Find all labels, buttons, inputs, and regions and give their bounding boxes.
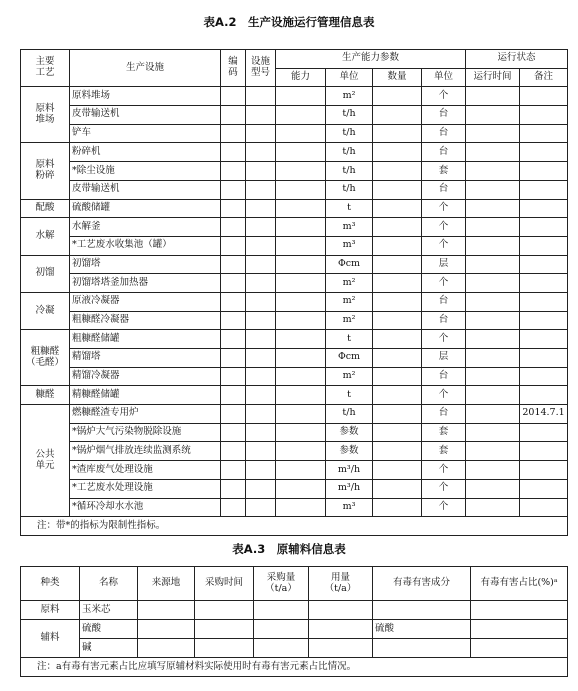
qty-unit-cell: 台	[422, 367, 466, 386]
run-time-cell	[466, 479, 520, 498]
unit-cell: m²	[326, 292, 373, 311]
capacity-cell	[276, 442, 326, 461]
quantity-cell	[373, 386, 422, 405]
purchase-time-cell	[195, 620, 254, 639]
code-cell	[221, 180, 246, 199]
production-facility-table	[20, 49, 568, 536]
quantity-cell	[373, 498, 422, 517]
qty-unit-cell: 个	[422, 218, 466, 237]
remark-cell	[520, 367, 568, 386]
run-time-cell	[466, 405, 520, 424]
capacity-cell	[276, 124, 326, 143]
code-cell	[221, 218, 246, 237]
purchase-amount-cell	[254, 601, 309, 620]
facility-cell: 粗糠醛冷凝器	[70, 311, 221, 330]
process-cell: 水解	[21, 218, 70, 255]
qty-unit-cell: 台	[422, 124, 466, 143]
code-cell	[221, 199, 246, 218]
table-row	[21, 442, 568, 461]
facility-cell: 水解釜	[70, 218, 221, 237]
unit-cell: t/h	[326, 180, 373, 199]
facility-cell: 精馏塔	[70, 349, 221, 368]
remark-cell	[520, 498, 568, 517]
remark-cell	[520, 106, 568, 125]
model-cell	[246, 218, 276, 237]
note-row	[21, 658, 568, 677]
material-name-cell: 玉米芯	[80, 601, 138, 620]
qty-unit-cell: 个	[422, 236, 466, 255]
quantity-cell	[373, 162, 422, 181]
table-row	[21, 162, 568, 181]
quantity-cell	[373, 330, 422, 349]
header-code: 编 码	[221, 50, 246, 87]
facility-cell: 初馏塔	[70, 255, 221, 274]
model-cell	[246, 180, 276, 199]
header-row	[21, 567, 568, 601]
purchase-time-cell	[195, 601, 254, 620]
code-cell	[221, 349, 246, 368]
table-row	[21, 199, 568, 218]
run-time-cell	[466, 106, 520, 125]
capacity-cell	[276, 311, 326, 330]
model-cell	[246, 479, 276, 498]
process-cell: 糠醛	[21, 386, 70, 405]
model-cell	[246, 442, 276, 461]
header-quantity: 数量	[373, 68, 422, 87]
unit-cell: m²	[326, 311, 373, 330]
table-row	[21, 106, 568, 125]
unit-cell: t/h	[326, 405, 373, 424]
table-row	[21, 461, 568, 480]
quantity-cell	[373, 199, 422, 218]
facility-cell: 原料堆场	[70, 87, 221, 106]
capacity-cell	[276, 330, 326, 349]
remark-cell	[520, 87, 568, 106]
code-cell	[221, 405, 246, 424]
code-cell	[221, 292, 246, 311]
run-time-cell	[466, 162, 520, 181]
unit-cell: Φcm	[326, 349, 373, 368]
unit-cell: t	[326, 386, 373, 405]
code-cell	[221, 162, 246, 181]
unit-cell: t/h	[326, 143, 373, 162]
run-time-cell	[466, 143, 520, 162]
usage-cell	[309, 639, 373, 658]
remark-cell	[520, 479, 568, 498]
header-capacity: 能力	[276, 68, 326, 87]
header-facility: 生产设施	[70, 50, 221, 87]
toxic-component-cell: 硫酸	[373, 620, 471, 639]
quantity-cell	[373, 255, 422, 274]
header-model: 设施 型号	[246, 50, 276, 87]
facility-cell: *渣库废气处理设施	[70, 461, 221, 480]
remark-cell	[520, 349, 568, 368]
unit-cell: m³	[326, 498, 373, 517]
code-cell	[221, 124, 246, 143]
table-row	[21, 601, 568, 620]
material-name-cell: 硫酸	[80, 620, 138, 639]
unit-cell: 参数	[326, 442, 373, 461]
capacity-cell	[276, 106, 326, 125]
unit-cell: m³	[326, 218, 373, 237]
usage-cell	[309, 620, 373, 639]
facility-cell: *工艺废水处理设施	[70, 479, 221, 498]
header-name: 名称	[80, 567, 138, 601]
table-a3-title: 表A.3 原辅料信息表	[232, 542, 346, 556]
process-cell: 初馏	[21, 255, 70, 292]
run-time-cell	[466, 367, 520, 386]
remark-cell	[520, 255, 568, 274]
table-row	[21, 311, 568, 330]
code-cell	[221, 87, 246, 106]
model-cell	[246, 367, 276, 386]
quantity-cell	[373, 106, 422, 125]
qty-unit-cell: 个	[422, 87, 466, 106]
unit-cell: m²	[326, 367, 373, 386]
unit-cell: t	[326, 199, 373, 218]
remark-cell	[520, 461, 568, 480]
facility-cell: 皮带输送机	[70, 106, 221, 125]
qty-unit-cell: 个	[422, 498, 466, 517]
qty-unit-cell: 个	[422, 479, 466, 498]
capacity-cell	[276, 199, 326, 218]
purchase-amount-cell	[254, 620, 309, 639]
run-time-cell	[466, 199, 520, 218]
table-row	[21, 274, 568, 293]
remark-cell	[520, 386, 568, 405]
note-row	[21, 517, 568, 536]
qty-unit-cell: 台	[422, 106, 466, 125]
qty-unit-cell: 个	[422, 199, 466, 218]
capacity-cell	[276, 423, 326, 442]
source-cell	[138, 620, 195, 639]
quantity-cell	[373, 292, 422, 311]
quantity-cell	[373, 349, 422, 368]
unit-cell: m³/h	[326, 479, 373, 498]
code-cell	[221, 386, 246, 405]
header-time: 采购时间	[195, 567, 254, 601]
code-cell	[221, 498, 246, 517]
facility-cell: 粗糠醛储罐	[70, 330, 221, 349]
quantity-cell	[373, 236, 422, 255]
code-cell	[221, 143, 246, 162]
run-time-cell	[466, 124, 520, 143]
remark-cell	[520, 292, 568, 311]
facility-cell: 粉碎机	[70, 143, 221, 162]
capacity-cell	[276, 498, 326, 517]
header-ratio: 有毒有害占比(%)ᵃ	[471, 567, 568, 601]
facility-cell: *锅炉大气污染物脱除设施	[70, 423, 221, 442]
run-time-cell	[466, 442, 520, 461]
code-cell	[221, 106, 246, 125]
run-time-cell	[466, 236, 520, 255]
table-row	[21, 255, 568, 274]
table-row	[21, 143, 568, 162]
header-purchase: 采购量 （t/a）	[254, 567, 309, 601]
quantity-cell	[373, 180, 422, 199]
remark-cell	[520, 199, 568, 218]
source-cell	[138, 639, 195, 658]
process-cell: 粗糠醛 （毛醛）	[21, 330, 70, 386]
qty-unit-cell: 套	[422, 442, 466, 461]
remark-cell: 2014.7.1	[520, 405, 568, 424]
capacity-cell	[276, 236, 326, 255]
capacity-cell	[276, 349, 326, 368]
quantity-cell	[373, 218, 422, 237]
table-row	[21, 180, 568, 199]
facility-cell: 原液冷凝器	[70, 292, 221, 311]
run-time-cell	[466, 349, 520, 368]
header-type: 种类	[21, 567, 80, 601]
capacity-cell	[276, 367, 326, 386]
facility-cell: *除尘设施	[70, 162, 221, 181]
capacity-cell	[276, 87, 326, 106]
model-cell	[246, 236, 276, 255]
table-row	[21, 349, 568, 368]
header-unit: 单位	[326, 68, 373, 87]
code-cell	[221, 274, 246, 293]
usage-cell	[309, 601, 373, 620]
unit-cell: m²	[326, 274, 373, 293]
facility-cell: 铲车	[70, 124, 221, 143]
remark-cell	[520, 124, 568, 143]
run-time-cell	[466, 87, 520, 106]
code-cell	[221, 367, 246, 386]
qty-unit-cell: 层	[422, 349, 466, 368]
source-cell	[138, 601, 195, 620]
header-qty-unit: 单位	[422, 68, 466, 87]
header-capacity-group: 生产能力参数	[276, 50, 466, 69]
table-row	[21, 218, 568, 237]
table-row	[21, 124, 568, 143]
capacity-cell	[276, 292, 326, 311]
model-cell	[246, 87, 276, 106]
table-a2-note: 注：带*的指标为限制性指标。	[21, 517, 568, 536]
model-cell	[246, 386, 276, 405]
qty-unit-cell: 套	[422, 162, 466, 181]
model-cell	[246, 311, 276, 330]
process-cell: 配酸	[21, 199, 70, 218]
process-cell: 冷凝	[21, 292, 70, 329]
capacity-cell	[276, 255, 326, 274]
qty-unit-cell: 套	[422, 423, 466, 442]
remark-cell	[520, 143, 568, 162]
process-cell: 原料 堆场	[21, 87, 70, 143]
unit-cell: t/h	[326, 124, 373, 143]
facility-cell: *工艺废水收集池（罐）	[70, 236, 221, 255]
table-row	[21, 386, 568, 405]
header-remark: 备注	[520, 68, 568, 87]
facility-cell: 精馏冷凝器	[70, 367, 221, 386]
capacity-cell	[276, 479, 326, 498]
code-cell	[221, 442, 246, 461]
qty-unit-cell: 台	[422, 292, 466, 311]
header-run-time: 运行时间	[466, 68, 520, 87]
run-time-cell	[466, 255, 520, 274]
run-time-cell	[466, 274, 520, 293]
remark-cell	[520, 274, 568, 293]
model-cell	[246, 330, 276, 349]
remark-cell	[520, 330, 568, 349]
model-cell	[246, 349, 276, 368]
run-time-cell	[466, 498, 520, 517]
qty-unit-cell: 个	[422, 274, 466, 293]
model-cell	[246, 255, 276, 274]
unit-cell: m³	[326, 236, 373, 255]
code-cell	[221, 461, 246, 480]
header-row	[21, 50, 568, 69]
code-cell	[221, 330, 246, 349]
table-row	[21, 87, 568, 106]
model-cell	[246, 498, 276, 517]
quantity-cell	[373, 367, 422, 386]
quantity-cell	[373, 461, 422, 480]
facility-cell: *循环冷却水水池	[70, 498, 221, 517]
table-row	[21, 330, 568, 349]
qty-unit-cell: 台	[422, 405, 466, 424]
header-usage: 用量 （t/a）	[309, 567, 373, 601]
run-time-cell	[466, 218, 520, 237]
header-source: 来源地	[138, 567, 195, 601]
capacity-cell	[276, 143, 326, 162]
remark-cell	[520, 311, 568, 330]
toxic-ratio-cell	[471, 639, 568, 658]
qty-unit-cell: 台	[422, 180, 466, 199]
unit-cell: t	[326, 330, 373, 349]
table-a2-title: 表A.2 生产设施运行管理信息表	[203, 15, 375, 29]
toxic-ratio-cell	[471, 620, 568, 639]
type-cell: 原料	[21, 601, 80, 620]
model-cell	[246, 199, 276, 218]
code-cell	[221, 255, 246, 274]
model-cell	[246, 143, 276, 162]
remark-cell	[520, 423, 568, 442]
remark-cell	[520, 180, 568, 199]
table-row	[21, 423, 568, 442]
code-cell	[221, 311, 246, 330]
model-cell	[246, 423, 276, 442]
header-process: 主要 工艺	[21, 50, 70, 87]
purchase-time-cell	[195, 639, 254, 658]
table-row	[21, 620, 568, 639]
table-row	[21, 292, 568, 311]
unit-cell: m²	[326, 87, 373, 106]
run-time-cell	[466, 292, 520, 311]
code-cell	[221, 236, 246, 255]
qty-unit-cell: 层	[422, 255, 466, 274]
model-cell	[246, 405, 276, 424]
raw-material-table	[20, 566, 568, 677]
model-cell	[246, 274, 276, 293]
qty-unit-cell: 个	[422, 461, 466, 480]
capacity-cell	[276, 218, 326, 237]
model-cell	[246, 162, 276, 181]
remark-cell	[520, 162, 568, 181]
table-row	[21, 479, 568, 498]
quantity-cell	[373, 423, 422, 442]
capacity-cell	[276, 405, 326, 424]
facility-cell: 燃糠醛渣专用炉	[70, 405, 221, 424]
material-name-cell: 碱	[80, 639, 138, 658]
model-cell	[246, 106, 276, 125]
toxic-component-cell	[373, 639, 471, 658]
qty-unit-cell: 台	[422, 143, 466, 162]
capacity-cell	[276, 461, 326, 480]
facility-cell: 初馏塔塔釜加热器	[70, 274, 221, 293]
remark-cell	[520, 442, 568, 461]
facility-cell: *锅炉烟气排放连续监测系统	[70, 442, 221, 461]
model-cell	[246, 124, 276, 143]
table-row	[21, 405, 568, 424]
unit-cell: Φcm	[326, 255, 373, 274]
qty-unit-cell: 个	[422, 330, 466, 349]
table-a3-note: 注：a有毒有害元素占比应填写原辅材料实际使用时有毒有害元素占比情况。	[21, 658, 568, 677]
quantity-cell	[373, 405, 422, 424]
table-row	[21, 367, 568, 386]
toxic-ratio-cell	[471, 601, 568, 620]
model-cell	[246, 461, 276, 480]
capacity-cell	[276, 180, 326, 199]
run-time-cell	[466, 386, 520, 405]
unit-cell: t/h	[326, 106, 373, 125]
code-cell	[221, 423, 246, 442]
table-row	[21, 236, 568, 255]
quantity-cell	[373, 274, 422, 293]
quantity-cell	[373, 143, 422, 162]
model-cell	[246, 292, 276, 311]
run-time-cell	[466, 423, 520, 442]
qty-unit-cell: 台	[422, 311, 466, 330]
quantity-cell	[373, 124, 422, 143]
facility-cell: 精糠醛储罐	[70, 386, 221, 405]
facility-cell: 皮带输送机	[70, 180, 221, 199]
header-toxic: 有毒有害成分	[373, 567, 471, 601]
process-cell: 原料 粉碎	[21, 143, 70, 199]
purchase-amount-cell	[254, 639, 309, 658]
type-cell: 辅料	[21, 620, 80, 658]
table-row	[21, 498, 568, 517]
quantity-cell	[373, 479, 422, 498]
quantity-cell	[373, 311, 422, 330]
code-cell	[221, 479, 246, 498]
run-time-cell	[466, 330, 520, 349]
remark-cell	[520, 236, 568, 255]
toxic-component-cell	[373, 601, 471, 620]
unit-cell: 参数	[326, 423, 373, 442]
run-time-cell	[466, 311, 520, 330]
quantity-cell	[373, 87, 422, 106]
run-time-cell	[466, 180, 520, 199]
unit-cell: t/h	[326, 162, 373, 181]
header-run-group: 运行状态	[466, 50, 568, 69]
quantity-cell	[373, 442, 422, 461]
capacity-cell	[276, 274, 326, 293]
table-row	[21, 639, 568, 658]
run-time-cell	[466, 461, 520, 480]
capacity-cell	[276, 386, 326, 405]
process-cell: 公共 单元	[21, 405, 70, 517]
capacity-cell	[276, 162, 326, 181]
facility-cell: 硫酸储罐	[70, 199, 221, 218]
remark-cell	[520, 218, 568, 237]
unit-cell: m³/h	[326, 461, 373, 480]
qty-unit-cell: 个	[422, 386, 466, 405]
